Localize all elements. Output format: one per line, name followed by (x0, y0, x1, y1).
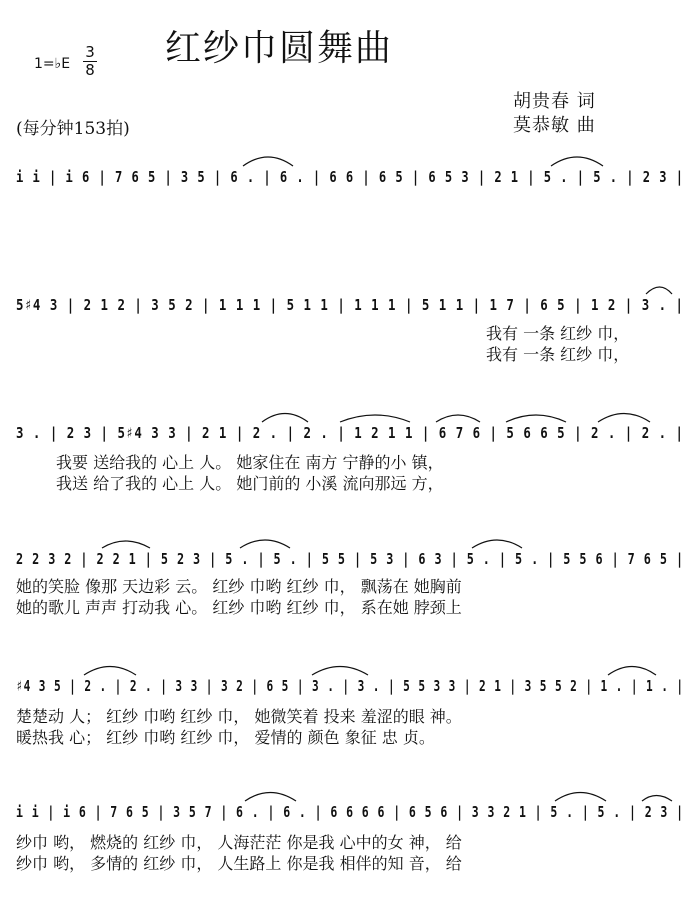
lyric-row-6-verse-1: 纱巾 哟， 燃烧的 红纱 巾， 人海茫茫 你是我 心中的女 神， 给 (16, 833, 462, 852)
lyric-row-2-verse-2: 我有 一条 红纱 巾， (486, 345, 630, 364)
lyric-row-3-verse-1: 我要 送给我的 心上 人。 她家住在 南方 宁静的小 镇， (56, 453, 444, 472)
composer-credit: 莫恭敏 曲 (513, 115, 596, 136)
slur-mark (551, 157, 603, 166)
slur-mark (555, 793, 606, 802)
slur-mark (642, 796, 672, 802)
slur-mark (608, 667, 656, 676)
slur-mark (340, 415, 410, 422)
slur-mark (646, 287, 672, 294)
notation-row-4: 2 2 3 2 | 2 2 1 | 5 2 3 | 5 . | 5 . | 5 5 | 5 3 | 6 3 | 5 . | 5 . | 5 5 6 | 7 6 5 | (16, 550, 684, 568)
meter-bottom: 8 (85, 61, 95, 79)
slur-mark (312, 667, 368, 676)
slur-mark (240, 540, 290, 548)
notation-row-5: ♯4 3 5 | 2 . | 2 . | 3 3 | 3 2 | 6 5 | 3 . | 3 . | 5 5 3 3 | 2 1 | 3 5 5 2 | 1 . | 1 . | (16, 677, 684, 695)
slur-mark (243, 157, 293, 166)
lyric-row-5-verse-1: 楚楚动 人； 红纱 巾哟 红纱 巾， 她微笑着 投来 羞涩的眼 神。 (16, 707, 462, 726)
slur-mark (245, 793, 296, 802)
lyric-row-6-verse-2: 纱巾 哟， 多情的 红纱 巾， 人生路上 你是我 相伴的知 音， 给 (16, 854, 462, 873)
lyric-row-5-verse-2: 暖热我 心； 红纱 巾哟 红纱 巾， 爱情的 颜色 象征 忠 贞。 (16, 728, 435, 747)
lyricist-credit: 胡贵春 词 (513, 91, 596, 112)
notation-row-2: 5♯4 3 | 2 1 2 | 3 5 2 | 1 1 1 | 5 1 1 | 1 1 1 | 5 1 1 | 1 7 | 6 5 | 1 2 | 3 . | (16, 296, 684, 314)
lyric-row-3-verse-2: 我送 给了我的 心上 人。 她门前的 小溪 流向那远 方， (56, 474, 444, 493)
lyric-row-4-verse-2: 她的歌儿 声声 打动我 心。 红纱 巾哟 红纱 巾， 系在她 脖颈上 (16, 598, 462, 617)
slur-mark (102, 541, 150, 548)
lyric-row-4-verse-1: 她的笑脸 像那 天边彩 云。 红纱 巾哟 红纱 巾， 飘荡在 她胸前 (16, 577, 462, 596)
slur-mark (436, 415, 480, 422)
notation-row-6: i i | i 6 | 7 6 5 | 3 5 7 | 6 . | 6 . | 6 6 6 6 | 6 5 6 | 3 3 2 1 | 5 . | 5 . | 2 3 | (16, 803, 684, 821)
notation-row-3: 3 . | 2 3 | 5♯4 3 3 | 2 1 | 2 . | 2 . | 1 2 1 1 | 6 7 6 | 5 6 6 5 | 2 . | 2 . | (16, 424, 684, 442)
slur-mark (84, 667, 136, 676)
slur-mark (506, 415, 566, 422)
meter-top: 3 (85, 43, 95, 61)
slur-mark (598, 414, 650, 423)
tempo-marking: (每分钟153拍) (16, 119, 130, 139)
slur-mark (262, 414, 308, 423)
lyric-row-2-verse-1: 我有 一条 红纱 巾， (486, 324, 630, 343)
key-signature: 1=♭E (34, 56, 71, 72)
song-title: 红纱巾圆舞曲 (165, 28, 394, 69)
slur-mark (472, 540, 522, 548)
notation-row-1: i i | i 6 | 7 6 5 | 3 5 | 6 . | 6 . | 6 6 | 6 5 | 6 5 3 | 2 1 | 5 . | 5 . | 2 3 | (16, 168, 684, 186)
